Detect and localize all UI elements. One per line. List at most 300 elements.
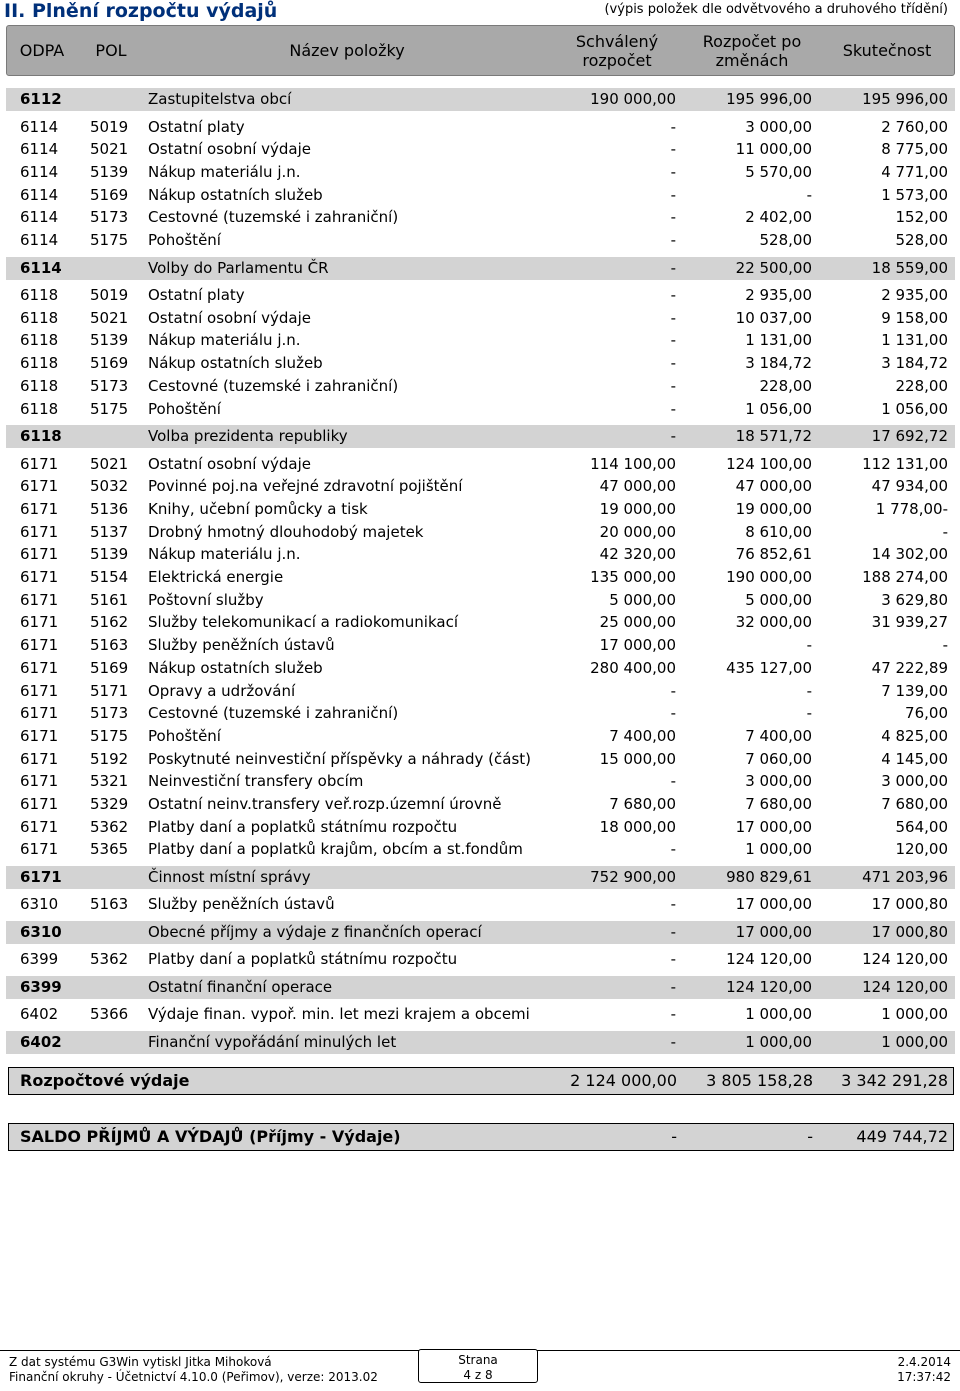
cell-name: Volby do Parlamentu ČR xyxy=(148,258,329,277)
cell-changed: 2 402,00 xyxy=(745,208,812,227)
table-row xyxy=(6,816,955,839)
cell-odpa: 6171 xyxy=(20,477,59,496)
cell-actual: - xyxy=(942,522,948,541)
table-row xyxy=(6,352,955,375)
cell-approved: 135 000,00 xyxy=(590,568,676,586)
cell-actual: 2 935,00 xyxy=(881,286,948,304)
cell-name: Cestovné (tuzemské i zahraniční) xyxy=(148,376,399,395)
header-approved-line1: Schválený xyxy=(575,32,659,51)
cell-name: Nákup materiálu j.n. xyxy=(148,162,301,181)
cell-odpa: 6118 xyxy=(20,354,59,373)
page-subtitle: (výpis položek dle odvětvového a druhového třídění) xyxy=(604,2,948,17)
cell-odpa: 6114 xyxy=(20,140,59,159)
cell-actual: 3 000,00 xyxy=(881,772,948,791)
cell-pol: 5169 xyxy=(90,185,129,204)
table-row xyxy=(6,453,955,476)
cell-odpa: 6118 xyxy=(20,308,59,327)
cell-approved: - xyxy=(670,286,676,304)
table-row xyxy=(6,543,955,566)
total-changed: 3 805 158,28 xyxy=(706,1071,813,1090)
cell-name: Služby telekomunikací a radiokomunikací xyxy=(148,613,458,632)
cell-actual: 76,00 xyxy=(905,704,948,723)
cell-actual: 17 000,80 xyxy=(871,895,948,914)
cell-odpa: 6171 xyxy=(20,726,59,745)
cell-changed: 980 829,61 xyxy=(726,867,812,886)
cell-actual: 7 680,00 xyxy=(881,795,948,813)
cell-approved: 5 000,00 xyxy=(609,590,676,609)
cell-approved: - xyxy=(670,231,676,249)
cell-approved: 114 100,00 xyxy=(590,454,676,473)
cell-pol: 5137 xyxy=(90,522,129,541)
cell-actual: 3 184,72 xyxy=(881,354,948,373)
cell-actual: 17 692,72 xyxy=(871,427,948,445)
cell-approved: - xyxy=(670,208,676,227)
cell-odpa: 6171 xyxy=(20,681,59,700)
total-actual: 3 342 291,28 xyxy=(841,1071,948,1090)
cell-actual: 4 771,00 xyxy=(881,162,948,181)
cell-approved: - xyxy=(670,117,676,136)
table-row xyxy=(6,329,955,352)
cell-actual: 1 778,00- xyxy=(875,499,948,518)
cell-approved: 7 400,00 xyxy=(609,726,676,745)
cell-name: Zastupitelstva obcí xyxy=(148,90,292,108)
cell-changed: 190 000,00 xyxy=(726,568,812,586)
cell-actual: 195 996,00 xyxy=(862,90,948,108)
cell-approved: - xyxy=(670,681,676,700)
table-row xyxy=(6,161,955,184)
cell-name: Obecné příjmy a výdaje z finančních operací xyxy=(148,922,482,941)
page-indicator xyxy=(418,1349,538,1383)
cell-odpa: 6171 xyxy=(20,795,59,813)
cell-odpa: 6114 xyxy=(20,258,62,277)
cell-actual: 4 825,00 xyxy=(881,726,948,745)
cell-name: Finanční vypořádání minulých let xyxy=(148,1032,397,1051)
cell-name: Ostatní neinv.transfery veř.rozp.územní úrovně xyxy=(148,795,502,813)
cell-name: Cestovné (tuzemské i zahraniční) xyxy=(148,208,399,227)
cell-changed: 5 000,00 xyxy=(745,590,812,609)
cell-changed: 3 000,00 xyxy=(745,117,812,136)
cell-name: Platby daní a poplatků státnímu rozpočtu xyxy=(148,950,458,969)
cell-actual: 1 131,00 xyxy=(881,331,948,350)
cell-odpa: 6114 xyxy=(20,208,59,227)
cell-name: Pohoštění xyxy=(148,726,221,745)
cell-odpa: 6118 xyxy=(20,376,59,395)
table-row xyxy=(6,702,955,725)
cell-odpa: 6114 xyxy=(20,185,59,204)
cell-changed: 47 000,00 xyxy=(735,477,812,496)
cell-changed: 1 056,00 xyxy=(745,399,812,418)
cell-actual: 112 131,00 xyxy=(862,454,948,473)
cell-approved: - xyxy=(670,977,676,996)
cell-odpa: 6118 xyxy=(20,399,59,418)
cell-odpa: 6171 xyxy=(20,772,59,791)
section-total-row xyxy=(6,88,955,111)
cell-changed: 228,00 xyxy=(759,376,812,395)
header-name: Název položky xyxy=(289,41,405,60)
saldo-total xyxy=(8,1123,954,1151)
cell-odpa: 6171 xyxy=(20,636,59,655)
cell-approved: 20 000,00 xyxy=(599,522,676,541)
table-row xyxy=(6,948,955,971)
table-row xyxy=(6,589,955,612)
cell-pol: 5021 xyxy=(90,454,129,473)
table-header xyxy=(6,25,955,76)
cell-changed: 76 852,61 xyxy=(735,545,812,564)
cell-approved: - xyxy=(670,258,676,277)
cell-approved: - xyxy=(670,840,676,859)
header-actual: Skutečnost xyxy=(842,41,932,60)
cell-name: Služby peněžních ústavů xyxy=(148,895,335,914)
cell-pol: 5021 xyxy=(90,308,129,327)
cell-approved: - xyxy=(670,922,676,941)
table-row xyxy=(6,893,955,916)
table-row xyxy=(6,770,955,793)
cell-actual: 47 934,00 xyxy=(871,477,948,496)
cell-approved: - xyxy=(670,1005,676,1024)
cell-approved: - xyxy=(670,140,676,159)
cell-pol: 5365 xyxy=(90,840,129,859)
cell-pol: 5139 xyxy=(90,162,129,181)
cell-pol: 5163 xyxy=(90,636,129,655)
footer-time: 17:37:42 xyxy=(897,1370,951,1384)
cell-name: Knihy, učební pomůcky a tisk xyxy=(148,499,368,518)
cell-actual: 228,00 xyxy=(895,376,948,395)
cell-changed: 22 500,00 xyxy=(735,258,812,277)
cell-odpa: 6114 xyxy=(20,117,59,136)
cell-actual: 120,00 xyxy=(895,840,948,859)
cell-approved: 18 000,00 xyxy=(599,817,676,836)
cell-approved: - xyxy=(670,399,676,418)
cell-odpa: 6310 xyxy=(20,895,59,914)
cell-name: Ostatní osobní výdaje xyxy=(148,308,312,327)
cell-actual: 1 056,00 xyxy=(881,399,948,418)
cell-changed: 19 000,00 xyxy=(735,499,812,518)
cell-changed: - xyxy=(806,185,812,204)
cell-name: Služby peněžních ústavů xyxy=(148,636,335,655)
cell-pol: 5021 xyxy=(90,140,129,159)
cell-odpa: 6171 xyxy=(20,867,62,886)
saldo-approved: - xyxy=(671,1127,677,1146)
cell-approved: - xyxy=(670,772,676,791)
cell-pol: 5329 xyxy=(90,795,129,813)
cell-pol: 5173 xyxy=(90,208,129,227)
cell-name: Činnost místní správy xyxy=(148,867,311,886)
cell-odpa: 6399 xyxy=(20,977,62,996)
cell-pol: 5154 xyxy=(90,568,129,586)
table-row xyxy=(6,116,955,139)
cell-approved: - xyxy=(670,185,676,204)
table-row xyxy=(6,206,955,229)
cell-actual: 124 120,00 xyxy=(862,950,948,969)
cell-actual: - xyxy=(942,636,948,655)
table-row xyxy=(6,184,955,207)
cell-name: Pohoštění xyxy=(148,231,221,249)
cell-changed: 11 000,00 xyxy=(735,140,812,159)
cell-name: Výdaje finan. vypoř. min. let mezi krajem a obcemi xyxy=(148,1005,530,1024)
cell-odpa: 6114 xyxy=(20,162,59,181)
cell-name: Volba prezidenta republiky xyxy=(148,427,348,445)
cell-name: Nákup ostatních služeb xyxy=(148,658,323,677)
cell-pol: 5019 xyxy=(90,286,129,304)
cell-changed: 18 571,72 xyxy=(735,427,812,445)
cell-changed: 7 680,00 xyxy=(745,795,812,813)
section-total-row xyxy=(6,921,955,944)
footer-date: 2.4.2014 xyxy=(897,1355,951,1369)
cell-pol: 5019 xyxy=(90,117,129,136)
cell-pol: 5175 xyxy=(90,726,129,745)
table-row xyxy=(6,611,955,634)
cell-name: Neinvestiční transfery obcím xyxy=(148,772,364,791)
cell-pol: 5192 xyxy=(90,749,129,768)
cell-changed: - xyxy=(806,636,812,655)
cell-actual: 17 000,80 xyxy=(871,922,948,941)
cell-name: Poštovní služby xyxy=(148,590,264,609)
cell-pol: 5321 xyxy=(90,772,129,791)
cell-pol: 5032 xyxy=(90,477,129,496)
cell-odpa: 6118 xyxy=(20,427,62,445)
cell-approved: 15 000,00 xyxy=(599,749,676,768)
cell-changed: 17 000,00 xyxy=(735,922,812,941)
cell-odpa: 6171 xyxy=(20,658,59,677)
table-row xyxy=(6,138,955,161)
saldo-actual: 449 744,72 xyxy=(856,1127,948,1146)
cell-approved: 47 000,00 xyxy=(599,477,676,496)
page-title: II. Plnění rozpočtu výdajů xyxy=(4,0,278,22)
cell-changed: 17 000,00 xyxy=(735,895,812,914)
cell-pol: 5175 xyxy=(90,231,129,249)
cell-odpa: 6399 xyxy=(20,950,59,969)
cell-odpa: 6112 xyxy=(20,90,62,108)
cell-odpa: 6114 xyxy=(20,231,59,249)
cell-actual: 8 775,00 xyxy=(881,140,948,159)
cell-pol: 5169 xyxy=(90,354,129,373)
page-label: Strana xyxy=(458,1353,498,1367)
cell-actual: 471 203,96 xyxy=(862,867,948,886)
cell-pol: 5175 xyxy=(90,399,129,418)
cell-changed: 1 000,00 xyxy=(745,1032,812,1051)
page-footer xyxy=(0,1350,960,1391)
section-total-row xyxy=(6,425,955,448)
cell-approved: - xyxy=(670,354,676,373)
cell-name: Platby daní a poplatků státnímu rozpočtu xyxy=(148,817,458,836)
cell-changed: 32 000,00 xyxy=(735,613,812,632)
header-changed-line1: Rozpočet po xyxy=(702,32,802,51)
table-row xyxy=(6,1003,955,1026)
cell-changed: 17 000,00 xyxy=(735,817,812,836)
cell-pol: 5362 xyxy=(90,817,129,836)
cell-changed: - xyxy=(806,681,812,700)
table-row xyxy=(6,375,955,398)
header-changed-line2: změnách xyxy=(715,51,789,70)
cell-name: Nákup materiálu j.n. xyxy=(148,331,301,350)
saldo-label: SALDO PŘÍJMŮ A VÝDAJŮ (Příjmy - Výdaje) xyxy=(20,1127,401,1146)
cell-odpa: 6118 xyxy=(20,286,59,304)
cell-actual: 3 629,80 xyxy=(881,590,948,609)
cell-name: Povinné poj.na veřejné zdravotní pojištění xyxy=(148,477,463,496)
cell-changed: 124 120,00 xyxy=(726,977,812,996)
cell-approved: - xyxy=(670,427,676,445)
cell-actual: 1 573,00 xyxy=(881,185,948,204)
cell-pol: 5173 xyxy=(90,704,129,723)
cell-odpa: 6118 xyxy=(20,331,59,350)
section-total-row xyxy=(6,257,955,280)
cell-approved: - xyxy=(670,162,676,181)
cell-odpa: 6171 xyxy=(20,454,59,473)
cell-name: Ostatní osobní výdaje xyxy=(148,454,312,473)
cell-odpa: 6310 xyxy=(20,922,62,941)
table-row xyxy=(6,284,955,307)
cell-approved: - xyxy=(670,308,676,327)
cell-pol: 5162 xyxy=(90,613,129,632)
cell-actual: 2 760,00 xyxy=(881,117,948,136)
cell-changed: 195 996,00 xyxy=(726,90,812,108)
table-row xyxy=(6,498,955,521)
cell-name: Ostatní platy xyxy=(148,286,245,304)
cell-odpa: 6171 xyxy=(20,749,59,768)
cell-actual: 7 139,00 xyxy=(881,681,948,700)
cell-approved: 19 000,00 xyxy=(599,499,676,518)
cell-changed: 435 127,00 xyxy=(726,658,812,677)
cell-changed: 3 000,00 xyxy=(745,772,812,791)
cell-changed: 528,00 xyxy=(759,231,812,249)
cell-changed: 1 131,00 xyxy=(745,331,812,350)
cell-changed: 7 060,00 xyxy=(745,749,812,768)
cell-changed: 10 037,00 xyxy=(735,308,812,327)
section-total-row xyxy=(6,1031,955,1054)
table-row xyxy=(6,634,955,657)
table-row xyxy=(6,521,955,544)
total-label: Rozpočtové výdaje xyxy=(20,1071,190,1090)
cell-actual: 1 000,00 xyxy=(881,1005,948,1024)
cell-approved: - xyxy=(670,376,676,395)
cell-changed: 8 610,00 xyxy=(745,522,812,541)
cell-actual: 4 145,00 xyxy=(881,749,948,768)
cell-name: Nákup materiálu j.n. xyxy=(148,545,301,564)
cell-actual: 188 274,00 xyxy=(862,568,948,586)
cell-name: Pohoštění xyxy=(148,399,221,418)
cell-pol: 5161 xyxy=(90,590,129,609)
cell-actual: 564,00 xyxy=(895,817,948,836)
header-pol: POL xyxy=(95,41,127,60)
table-row xyxy=(6,657,955,680)
section-total-row xyxy=(6,976,955,999)
cell-odpa: 6171 xyxy=(20,817,59,836)
cell-name: Cestovné (tuzemské i zahraniční) xyxy=(148,704,399,723)
cell-approved: - xyxy=(670,1032,676,1051)
total-approved: 2 124 000,00 xyxy=(570,1071,677,1090)
cell-approved: 7 680,00 xyxy=(609,795,676,813)
cell-odpa: 6171 xyxy=(20,704,59,723)
cell-name: Opravy a udržování xyxy=(148,681,296,700)
cell-actual: 14 302,00 xyxy=(871,545,948,564)
cell-odpa: 6171 xyxy=(20,568,59,586)
cell-actual: 31 939,27 xyxy=(871,613,948,632)
cell-name: Poskytnuté neinvestiční příspěvky a náhrady (část) xyxy=(148,749,531,768)
cell-name: Ostatní osobní výdaje xyxy=(148,140,312,159)
cell-name: Nákup ostatních služeb xyxy=(148,185,323,204)
cell-changed: 124 120,00 xyxy=(726,950,812,969)
cell-actual: 152,00 xyxy=(895,208,948,227)
table-row xyxy=(6,680,955,703)
cell-odpa: 6171 xyxy=(20,522,59,541)
cell-odpa: 6171 xyxy=(20,840,59,859)
cell-changed: 1 000,00 xyxy=(745,840,812,859)
table-row xyxy=(6,725,955,748)
cell-name: Ostatní finanční operace xyxy=(148,977,333,996)
budget-expenses-total xyxy=(8,1067,954,1095)
cell-name: Ostatní platy xyxy=(148,117,245,136)
table-row xyxy=(6,748,955,771)
cell-name: Platby daní a poplatků krajům, obcím a st.fondům xyxy=(148,840,523,859)
table-row xyxy=(6,838,955,861)
cell-pol: 5139 xyxy=(90,331,129,350)
cell-approved: 752 900,00 xyxy=(590,867,676,886)
table-row xyxy=(6,566,955,589)
cell-actual: 1 000,00 xyxy=(881,1032,948,1051)
section-total-row xyxy=(6,866,955,889)
cell-approved: 25 000,00 xyxy=(599,613,676,632)
cell-odpa: 6171 xyxy=(20,499,59,518)
cell-pol: 5139 xyxy=(90,545,129,564)
cell-approved: - xyxy=(670,704,676,723)
cell-odpa: 6402 xyxy=(20,1005,59,1024)
cell-changed: 5 570,00 xyxy=(745,162,812,181)
table-row xyxy=(6,229,955,252)
cell-changed: 1 000,00 xyxy=(745,1005,812,1024)
header-odpa: ODPA xyxy=(19,41,65,60)
cell-name: Elektrická energie xyxy=(148,568,284,586)
cell-actual: 124 120,00 xyxy=(862,977,948,996)
cell-approved: 42 320,00 xyxy=(599,545,676,564)
cell-pol: 5366 xyxy=(90,1005,129,1024)
table-row xyxy=(6,307,955,330)
cell-approved: 280 400,00 xyxy=(590,658,676,677)
footer-system: Finanční okruhy - Účetnictví 4.10.0 (Peřimov), verze: 2013.02 xyxy=(9,1370,378,1384)
cell-odpa: 6402 xyxy=(20,1032,62,1051)
cell-pol: 5173 xyxy=(90,376,129,395)
cell-odpa: 6171 xyxy=(20,590,59,609)
table-row xyxy=(6,475,955,498)
cell-actual: 9 158,00 xyxy=(881,308,948,327)
cell-changed: 3 184,72 xyxy=(745,354,812,373)
cell-actual: 47 222,89 xyxy=(871,658,948,677)
header-approved-line2: rozpočet xyxy=(582,51,652,70)
cell-changed: 7 400,00 xyxy=(745,726,812,745)
cell-name: Nákup ostatních služeb xyxy=(148,354,323,373)
saldo-changed: - xyxy=(807,1127,813,1146)
cell-actual: 528,00 xyxy=(895,231,948,249)
cell-name: Drobný hmotný dlouhodobý majetek xyxy=(148,522,424,541)
footer-printed-by: Z dat systému G3Win vytiskl Jitka Mihoková xyxy=(9,1355,272,1369)
cell-approved: - xyxy=(670,950,676,969)
cell-changed: 2 935,00 xyxy=(745,286,812,304)
cell-approved: - xyxy=(670,895,676,914)
cell-pol: 5169 xyxy=(90,658,129,677)
table-row xyxy=(6,793,955,816)
cell-approved: - xyxy=(670,331,676,350)
cell-odpa: 6171 xyxy=(20,613,59,632)
cell-pol: 5362 xyxy=(90,950,129,969)
cell-changed: 124 100,00 xyxy=(726,454,812,473)
cell-pol: 5136 xyxy=(90,499,129,518)
cell-odpa: 6171 xyxy=(20,545,59,564)
page-number: 4 z 8 xyxy=(463,1368,493,1382)
cell-pol: 5171 xyxy=(90,681,129,700)
cell-approved: 17 000,00 xyxy=(599,636,676,655)
cell-approved: 190 000,00 xyxy=(590,90,676,108)
cell-changed: - xyxy=(806,704,812,723)
cell-pol: 5163 xyxy=(90,895,129,914)
